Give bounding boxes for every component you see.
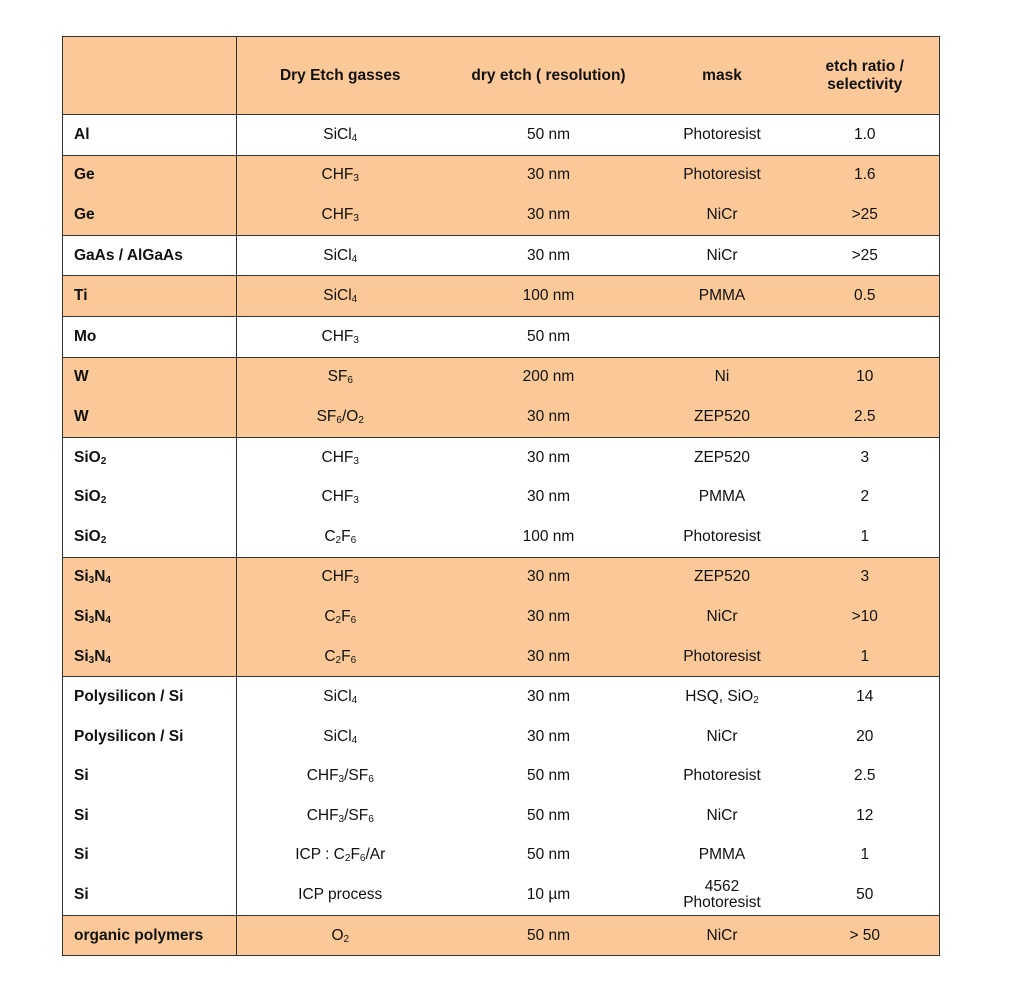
row-resolution: 30 nm: [444, 235, 654, 276]
row-resolution: 30 nm: [444, 437, 654, 477]
table-row: [63, 115, 940, 156]
row-material: Si: [63, 875, 237, 915]
table-row: [63, 235, 940, 276]
row-gas: $CHF_3/SF_6$: [306, 767, 374, 786]
row-mask: NiCr: [654, 597, 791, 637]
row-gas: $C_2F_6$: [237, 637, 444, 677]
table-row: [63, 357, 940, 397]
table-row: [63, 195, 940, 235]
row-material: Si: [63, 796, 237, 836]
row-resolution: 30 nm: [526, 727, 571, 745]
table-row: [63, 875, 940, 915]
etch-table: [62, 36, 940, 956]
row-resolution: 30 nm: [444, 677, 654, 717]
row-ratio: 1: [860, 846, 870, 864]
row-gas: $CHF_3$: [237, 557, 444, 597]
row-ratio: 1: [860, 527, 870, 545]
row-gas: ICP process: [298, 886, 383, 904]
row-resolution: 30 nm: [444, 597, 654, 637]
row-material: $Si_3N_4$: [63, 597, 237, 637]
row-gas: $CHF_3/SF_6$: [306, 806, 374, 825]
table-row: [63, 557, 940, 597]
row-mask: NiCr: [654, 915, 791, 956]
row-material: $Si_3N_4$: [63, 637, 237, 677]
row-ratio: >10: [791, 597, 940, 637]
row-ratio: 3: [791, 437, 940, 477]
table-row: [63, 915, 940, 956]
row-gas: SiCl$_4$: [237, 276, 444, 317]
row-gas: $O_2$: [237, 915, 444, 956]
row-ratio: 12: [856, 806, 874, 824]
row-mask: ZEP520: [654, 557, 791, 597]
row-ratio: 3: [791, 557, 940, 597]
row-resolution: 50 nm: [526, 125, 571, 143]
row-material: Ge: [63, 155, 237, 195]
table-row: [63, 155, 940, 195]
header-dry-etch-gasses: Dry Etch gasses: [237, 37, 444, 115]
row-gas: ICP : $C_2F_6/Ar$: [295, 846, 386, 865]
row-resolution: 50 nm: [444, 316, 654, 357]
row-material: Polysilicon / Si: [63, 677, 237, 717]
row-ratio: > 50: [791, 915, 940, 956]
row-mask: Photoresist: [683, 767, 761, 785]
header-etch-ratio: [791, 37, 940, 115]
table-row: [63, 637, 940, 677]
table-row: [63, 717, 940, 757]
table-row: [63, 397, 940, 437]
row-mask: PMMA: [654, 276, 791, 317]
row-ratio: 10: [791, 357, 940, 397]
table-row: [63, 437, 940, 477]
row-mask: NiCr: [654, 195, 791, 235]
row-ratio: 1: [791, 637, 940, 677]
row-gas: SiCl$_4$: [237, 677, 444, 717]
row-mask: ZEP520: [654, 397, 791, 437]
header-material: [63, 37, 237, 115]
table-row: [63, 677, 940, 717]
row-resolution: 30 nm: [444, 155, 654, 195]
row-material: W: [63, 397, 237, 437]
row-material: Mo: [63, 316, 237, 357]
row-ratio: 1.0: [853, 125, 876, 143]
row-mask: Photoresist: [683, 527, 761, 545]
row-mask-line1: 4562: [704, 878, 740, 896]
row-gas: $SF_6/O_2$: [237, 397, 444, 437]
row-ratio: 50: [856, 886, 874, 904]
row-resolution: 30 nm: [444, 195, 654, 235]
table-row: [63, 836, 940, 876]
row-material: Si: [63, 836, 237, 876]
table-row: [63, 477, 940, 517]
row-material: Ge: [63, 195, 237, 235]
row-ratio: 2.5: [791, 397, 940, 437]
row-resolution: 30 nm: [444, 557, 654, 597]
row-resolution: 30 nm: [444, 637, 654, 677]
row-ratio: 1.6: [791, 155, 940, 195]
row-ratio: [791, 316, 940, 357]
row-gas: SiCl$_4$: [323, 125, 358, 144]
row-mask: [654, 875, 791, 915]
row-ratio: 2.5: [853, 767, 876, 785]
table-row: [63, 757, 940, 797]
row-ratio: 20: [856, 727, 874, 745]
row-resolution: 100 nm: [522, 527, 575, 545]
row-resolution: 50 nm: [526, 846, 571, 864]
table-row: [63, 597, 940, 637]
row-mask: NiCr: [706, 806, 738, 824]
row-material: Polysilicon / Si: [63, 717, 237, 757]
row-resolution: 50 nm: [526, 806, 571, 824]
row-mask: Photoresist: [683, 125, 761, 143]
row-mask: Ni: [654, 357, 791, 397]
row-gas: $CHF_3$: [321, 488, 359, 507]
row-resolution: 100 nm: [444, 276, 654, 317]
table-row: [63, 796, 940, 836]
row-mask: HSQ, SiO$_2$: [654, 677, 791, 717]
row-gas: $C_2F_6$: [237, 597, 444, 637]
row-ratio: 0.5: [791, 276, 940, 317]
row-material: $Si_3N_4$: [63, 557, 237, 597]
row-material: SiO$_2$: [63, 517, 237, 557]
row-mask: PMMA: [698, 846, 746, 864]
table-header-row: [63, 37, 940, 115]
row-mask: NiCr: [706, 727, 738, 745]
row-material: SiO$_2$: [63, 477, 237, 517]
row-gas: SiCl$_4$: [237, 235, 444, 276]
row-resolution: 200 nm: [444, 357, 654, 397]
row-gas: $CHF_3$: [237, 316, 444, 357]
header-etch-ratio-line1: etch ratio /: [825, 57, 904, 75]
row-ratio: 2: [860, 488, 870, 506]
row-mask: PMMA: [698, 488, 746, 506]
table-row: [63, 276, 940, 317]
row-material: GaAs / AlGaAs: [63, 235, 237, 276]
row-material: organic polymers: [63, 915, 237, 956]
header-dry-etch-resolution: dry etch ( resolution): [444, 37, 654, 115]
row-resolution: 30 nm: [526, 488, 571, 506]
table-row: [63, 316, 940, 357]
row-material: SiO$_2$: [63, 437, 237, 477]
header-mask: mask: [654, 37, 791, 115]
row-resolution: 50 nm: [526, 767, 571, 785]
row-gas: $CHF_3$: [237, 437, 444, 477]
row-ratio: >25: [791, 195, 940, 235]
table-row: [63, 517, 940, 557]
row-resolution: 30 nm: [444, 397, 654, 437]
row-material: Ti: [63, 276, 237, 317]
header-etch-ratio-line2: selectivity: [827, 75, 903, 93]
row-mask: [654, 316, 791, 357]
row-mask: Photoresist: [654, 155, 791, 195]
row-material: Al: [63, 115, 237, 156]
row-mask: Photoresist: [654, 637, 791, 677]
row-gas: $CHF_3$: [237, 195, 444, 235]
row-gas: $SF_6$: [237, 357, 444, 397]
row-ratio: 14: [791, 677, 940, 717]
row-ratio: >25: [791, 235, 940, 276]
row-resolution: 50 nm: [444, 915, 654, 956]
row-mask: ZEP520: [654, 437, 791, 477]
row-mask: NiCr: [654, 235, 791, 276]
row-gas: $C_2F_6$: [324, 527, 357, 546]
row-material: Si: [63, 757, 237, 797]
row-mask-line2: Photoresist: [683, 894, 761, 912]
row-gas: $CHF_3$: [237, 155, 444, 195]
row-material: W: [63, 357, 237, 397]
row-resolution: 10 µm: [526, 886, 571, 904]
row-gas: SiCl$_4$: [323, 727, 358, 746]
